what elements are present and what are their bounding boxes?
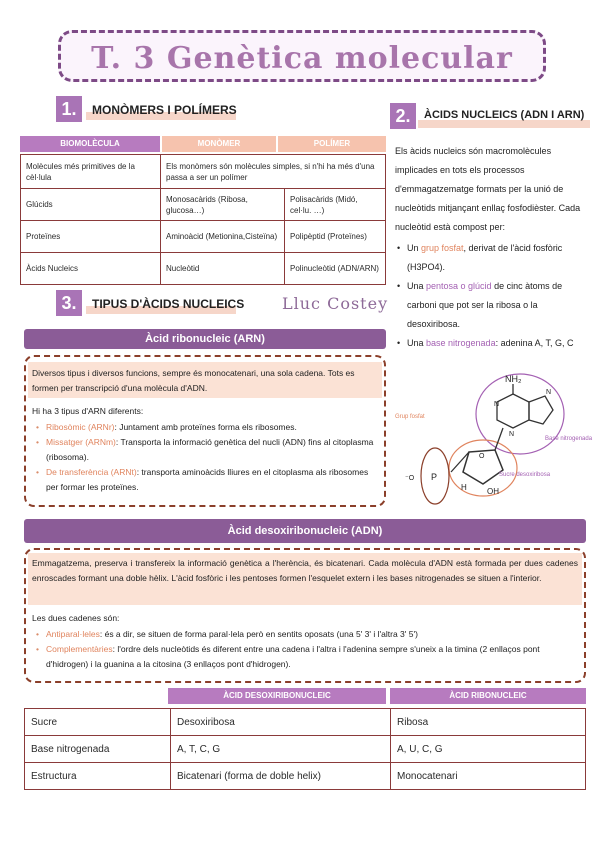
monomers-table [20, 154, 386, 285]
o-label: O [479, 453, 485, 460]
mono-header-biomolecule: BIOMOLÈCULA [20, 136, 160, 152]
sec1-title: MONÒMERS I POLÍMERS [92, 103, 237, 117]
sec2-underline [418, 120, 590, 128]
table-row [21, 221, 386, 253]
base-label: Base nitrogenada [545, 436, 593, 442]
sec1-number: 1. [56, 96, 82, 122]
list-item: • Antiparal·leles: és a dir, se situen de forma paral·lela però en sentits oposats (una 5' 3' i l'altra 3' 5') [32, 627, 582, 642]
sec3-number: 3. [56, 290, 82, 316]
nucleic-intro: Els àcids nucleics són macromolècules implicades en tots els processos d'emmagatzematge formats per la unió de nucleòtids mitjançant enllaç fosfodièster. Cada nucleòtid està compost per: [395, 146, 581, 232]
sugar-label: Sucre desoxiribosa [499, 472, 551, 478]
sec2-number: 2. [390, 103, 416, 129]
arn-types-intro: Hi ha 3 tipus d'ARN diferents: [32, 406, 144, 416]
list-item: • De transferència (ARNt): transporta aminoàcids lliures en el citoplasma als ribosomes per formar les proteïnes. [32, 465, 382, 495]
arn-types-list [32, 420, 382, 495]
comparison-table [24, 708, 586, 790]
n-label: N [509, 431, 515, 438]
table-cell: Sucre [25, 709, 171, 736]
compare-header-adn: ÀCID DESOXIRIBONUCLEIC [168, 688, 386, 704]
arn-intro: Diversos tipus i diversos funcions, sempre és monocatenari, una sola cadena. Tots es formen per transcripció d'una molècula d'ADN. [32, 368, 355, 393]
adn-chains-intro: Les dues cadenes són: [32, 613, 120, 623]
arn-header: Àcid ribonucleic (ARN) [24, 329, 386, 349]
list-item: • Una base nitrogenada: adenina A, T, G, C [395, 334, 590, 353]
title-frame [58, 30, 546, 82]
table-cell: A, T, C, G [171, 736, 391, 763]
author-signature: Lluc Costey [282, 294, 389, 313]
mono-header-polymer: POLÍMER [278, 136, 386, 152]
table-cell: Polipèptid (Proteïnes) [285, 221, 386, 253]
list-item: • Missatger (ARNm): Transporta la informació genètica del nucli (ADN) fins al citoplasma (ribosoma). [32, 435, 382, 465]
list-item: • Un grup fosfat, derivat de l'àcid fosfòric (H3PO4). [395, 239, 590, 277]
compare-header-arn: ÀCID RIBONUCLEIC [390, 688, 586, 704]
table-cell: Polisacàrids (Midó, cel·lu. …) [285, 189, 386, 221]
adn-intro: Emmagatzema, preserva i transfereix la informació genètica a l'herència, és bicatenari. Cada molècula d'ADN està formada per dues cadenes enroscades formant una doble hèlix. L'àcid fosfòric i les pentoses formen l'esquelet extern i les bases nitrogenades se situen a l'interior. [32, 558, 578, 583]
adn-header: Àcid desoxiribonucleic (ADN) [24, 519, 586, 543]
table-cell: Bicatenari (forma de doble helix) [171, 763, 391, 790]
sugar-highlight [449, 440, 517, 496]
o-minus-label: ⁻O [405, 475, 415, 482]
list-item: • Ribosòmic (ARNr): Juntament amb proteïnes forma els ribosomes. [32, 420, 382, 435]
table-row [25, 736, 586, 763]
n-label: N [494, 401, 500, 408]
list-item: • Complementàries: l'ordre dels nucleòtids és diferent entre una cadena i l'altra i l'adenina sempre s'uneix a la timina (2 enllaços pont d'hidrogen) i la guanina a la citosina (3 enllaços pont d'hidrogen). [32, 642, 582, 672]
oh-label: OH [487, 487, 499, 496]
table-row [21, 253, 386, 285]
table-cell: Els monòmers són molècules simples, si n'hi ha més d'una passa a ser un polímer [161, 155, 386, 189]
sec3-title: TIPUS D'ÀCIDS NUCLEICS [92, 297, 245, 311]
table-cell: Polinucleòtid (ADN/ARN) [285, 253, 386, 285]
table-cell: Estructura [25, 763, 171, 790]
table-row [25, 709, 586, 736]
page-title: T. 3 Genètica molecular [91, 41, 513, 76]
adn-chains-list [32, 627, 582, 672]
purine-ring [497, 394, 529, 428]
sec2-title: ÀCIDS NUCLEICS (ADN I ARN) [424, 109, 585, 121]
nucleic-acids-text [395, 142, 590, 353]
table-cell: Proteïnes [21, 221, 161, 253]
n-label: N [546, 389, 552, 396]
table-cell: Àcids Nucleics [21, 253, 161, 285]
table-row [21, 189, 386, 221]
table-cell: Aminoàcid (Metionina,Cisteïna) [161, 221, 285, 253]
table-cell: Molècules més primitives de la cèl·lula [21, 155, 161, 189]
table-cell: Nucleòtid [161, 253, 285, 285]
table-row [21, 155, 386, 189]
nh2-label: NH₂ [505, 374, 522, 384]
h-label: H [461, 483, 467, 492]
imidazole-ring [529, 396, 553, 424]
table-cell: Glúcids [21, 189, 161, 221]
table-row [25, 763, 586, 790]
table-cell: Ribosa [391, 709, 586, 736]
nucleotide-components-list [395, 239, 590, 353]
list-item: • Una pentosa o glúcid de cinc àtoms de carboni que pot ser la ribosa o la desoxiribosa. [395, 277, 590, 334]
nucleotide-diagram [395, 372, 595, 512]
mono-header-monomer: MONÒMER [162, 136, 276, 152]
table-cell: A, U, C, G [391, 736, 586, 763]
table-cell: Base nitrogenada [25, 736, 171, 763]
table-cell: Monosacàrids (Ribosa, glucosa…) [161, 189, 285, 221]
table-cell: Monocatenari [391, 763, 586, 790]
table-cell: Desoxiribosa [171, 709, 391, 736]
phosphate-label: Grup fosfat [395, 414, 425, 420]
glycosidic-bond [495, 428, 503, 450]
p-label: P [431, 472, 438, 482]
